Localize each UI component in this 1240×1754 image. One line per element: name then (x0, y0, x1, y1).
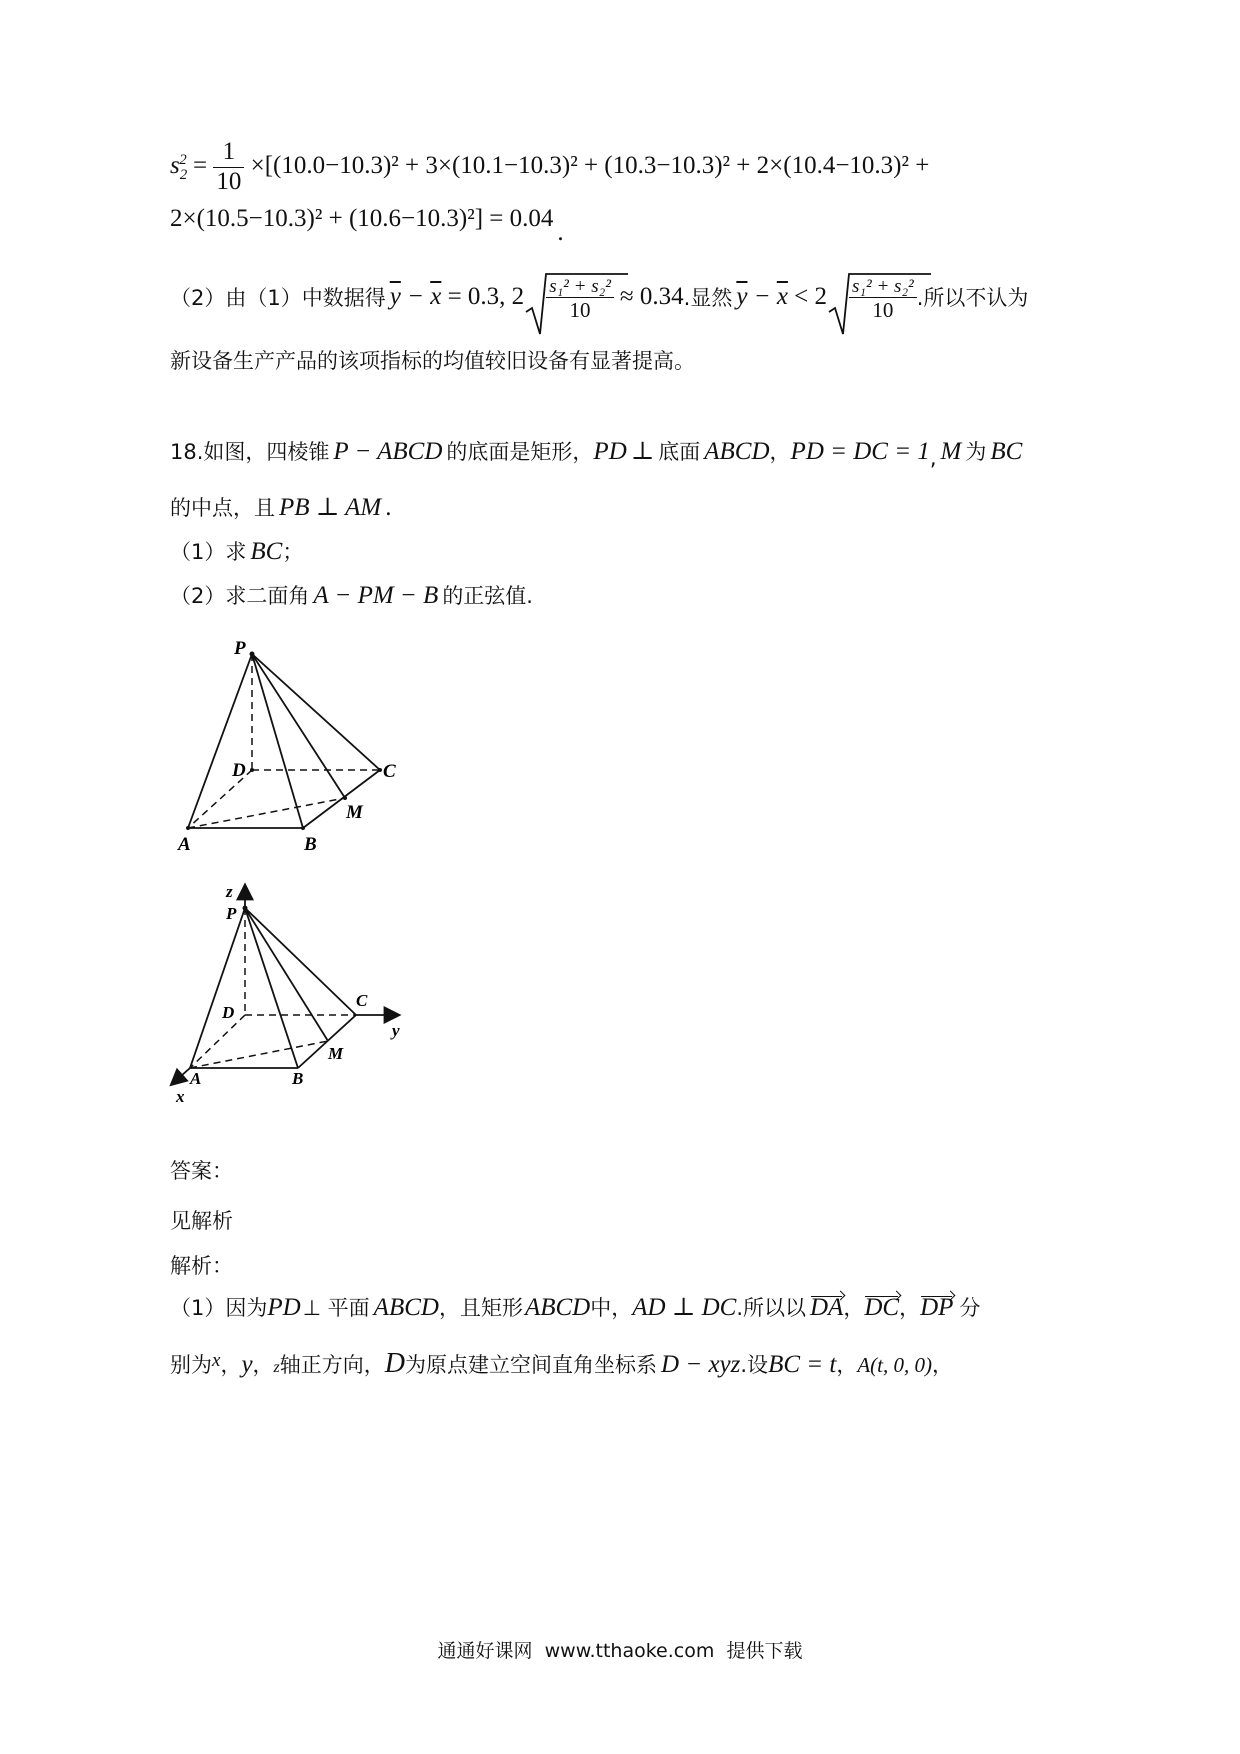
label-M: M (346, 802, 363, 823)
part2-line: （2）由（1）中数据得 $\overline{y} - \overline{x} = 0.3$, 2 $\frac{\text{s₁² + s₂²}}{10}$ ≈ 0.34 .显然 $\overline{y} - \overline{x} < 2$ $\frac{\text{s₁² + s₂²}}{10}$ .所以不认为 (170, 262, 1028, 332)
label-y-axis: y (392, 1021, 400, 1040)
label-C: C (383, 761, 396, 782)
label-A2: A (190, 1069, 202, 1088)
label-P2: P (226, 904, 237, 923)
page-footer: 通通好课网 www.tthaoke.com 提供下载 (437, 1640, 803, 1662)
label-D2: D (222, 1003, 235, 1022)
sqrt-expression-1: $\frac{\text{s₁² + s₂²}}{10}$ (524, 272, 614, 323)
question-2: （2）求二面角 A − PM − B 的正弦值. (170, 582, 533, 609)
label-P: P (234, 638, 246, 659)
analysis-line2: 别为x，y，z轴正方向，D为原点建立空间直角坐标系 D − xyz.设BC = t，A(t, 0, 0)， (170, 1348, 953, 1379)
variance-terms-line1: ×[(10.0−10.3)² + 3×(10.1−10.3)² + (10.3−10.3)² + 2×(10.4−10.3)² + (250, 151, 930, 179)
variance-symbol: $s_2^2$ (170, 151, 188, 183)
question-1: （1）求 BC； (170, 538, 304, 565)
analysis-line1: （1）因为PD⊥ 平面 ABCD，且矩形ABCD中，AD ⊥ DC.所以以 DA，DC，DP 分 (170, 1294, 981, 1321)
analysis-label: 解析： (170, 1254, 233, 1278)
variance-formula-line1: $s_2^2$ = $\frac{1}{10}$ ×[(10.0−10.3)² + 3×(10.1−10.3)² + (10.3−10.3)² + 2×(10.4−10.3)² + (170, 138, 930, 195)
label-B: B (304, 834, 317, 855)
answer-label: 答案： (170, 1159, 233, 1183)
label-x-axis: x (176, 1087, 185, 1106)
label-B2: B (292, 1069, 304, 1088)
label-z-axis: z (226, 882, 233, 901)
coordinate-pyramid-figure (160, 878, 420, 1108)
vector-DA: DA (810, 1294, 844, 1321)
pyramid-figure (170, 630, 420, 860)
problem-18-line2: 的中点，且 PB ⊥ AM . (170, 494, 392, 521)
problem-18-line1: 18.如图，四棱锥 P − ABCD 的底面是矩形，PD ⊥ 底面 ABCD，PD = DC = 1, M 为 BC (170, 438, 1023, 470)
variance-formula-line2: 2×(10.5−10.3)² + (10.6−10.3)²] = 0.04. (170, 205, 564, 246)
vector-DC: DC (864, 1294, 900, 1321)
vector-DP: DP (920, 1294, 954, 1321)
label-C2: C (356, 991, 368, 1010)
label-M2: M (328, 1044, 344, 1063)
label-A: A (178, 834, 191, 855)
sqrt-expression-2: $\frac{\text{s₁² + s₂²}}{10}$ (827, 272, 917, 323)
label-D: D (232, 760, 246, 781)
answer-value: 见解析 (170, 1209, 233, 1233)
one-tenth-fraction: $\frac{1}{10}$ (213, 138, 244, 197)
conclusion-line: 新设备生产产品的该项指标的均值较旧设备有显著提高。 (170, 349, 695, 373)
